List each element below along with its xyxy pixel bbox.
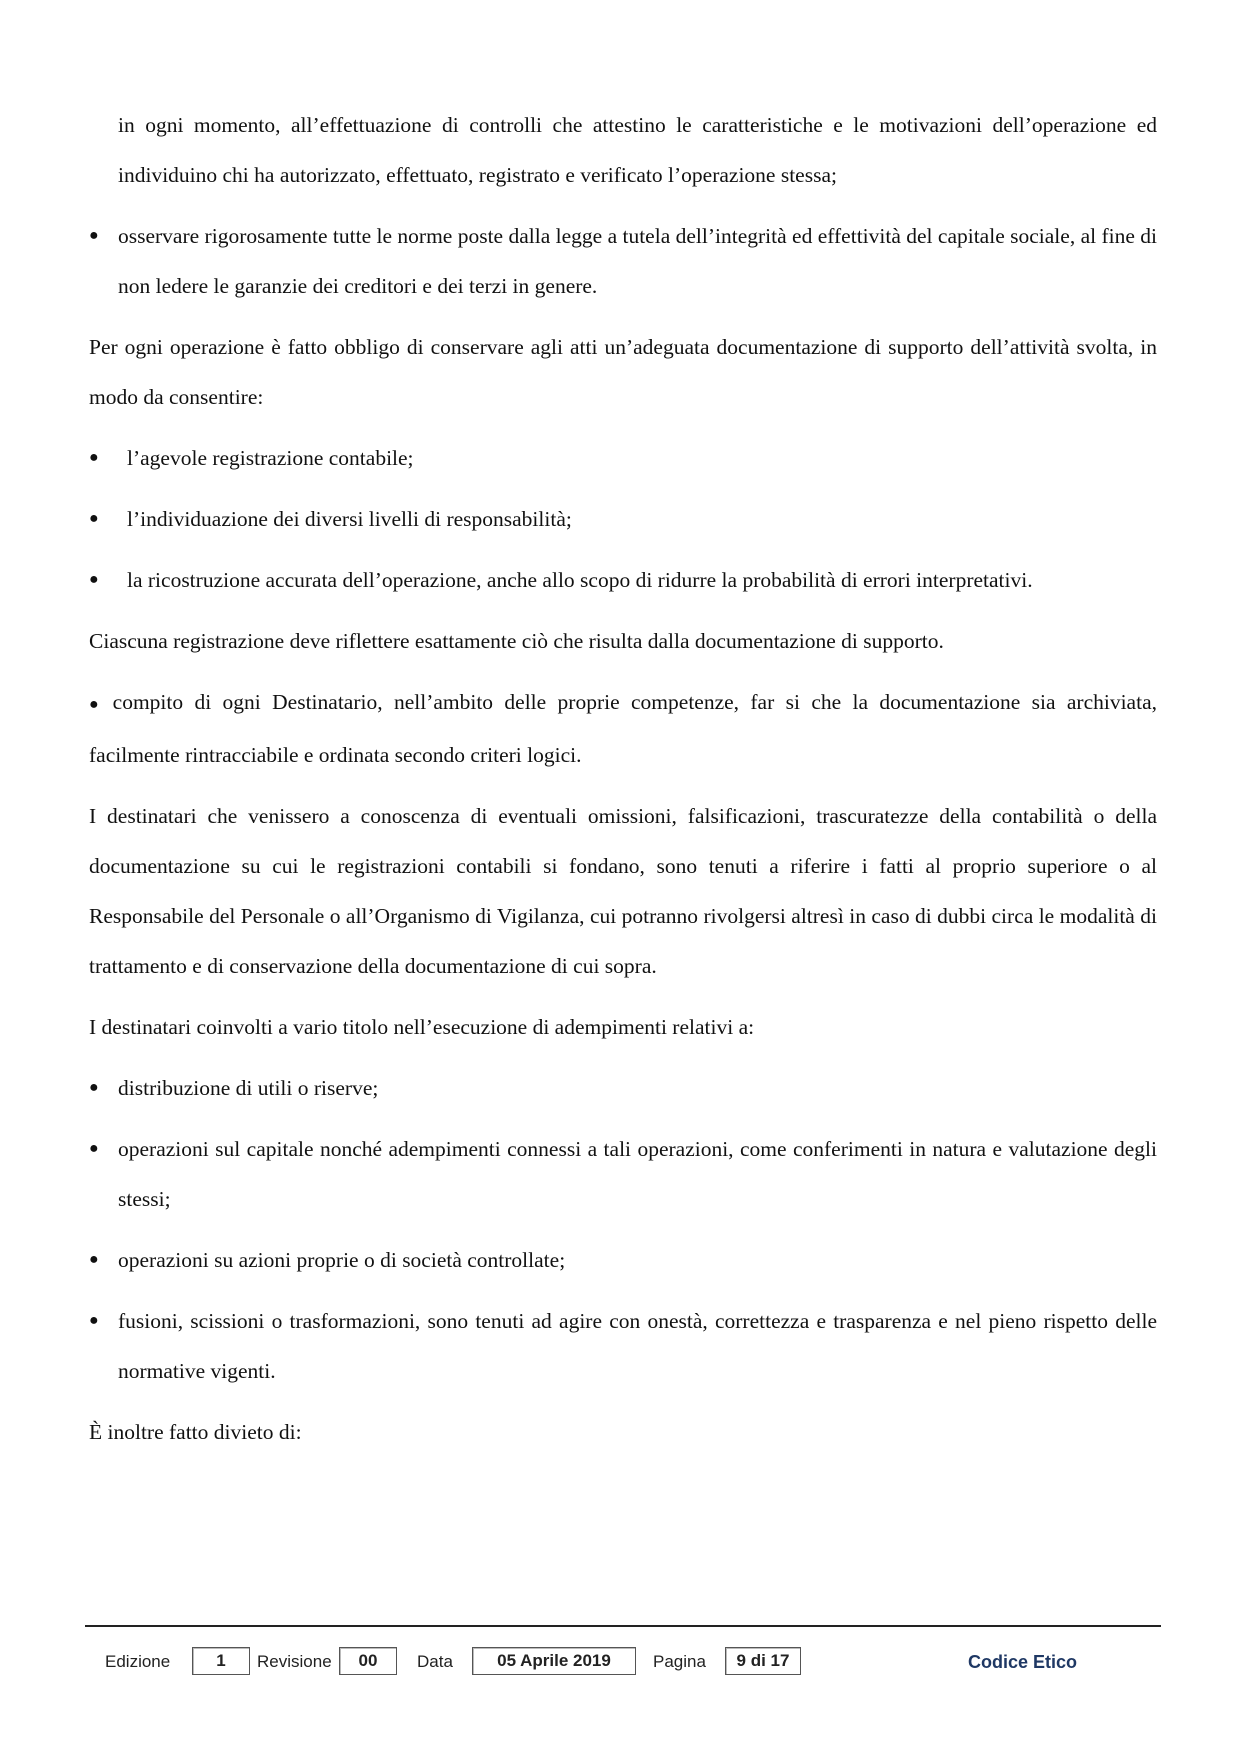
bullet-icon: ● bbox=[89, 449, 99, 466]
list-item-text: osservare rigorosamente tutte le norme poste dalla legge a tutela dell’integrità ed effettività del capitale sociale, al fine di non ledere le garanzie dei creditori e dei terzi in genere. bbox=[118, 224, 1157, 298]
list-item bbox=[89, 494, 1157, 544]
paragraph-continuation: in ogni momento, all’effettuazione di controlli che attestino le caratteristiche e le motivazioni dell’operazione ed individuino chi ha autorizzato, effettuato, registrato e verificato l’operazione stessa; bbox=[118, 113, 1157, 187]
data-value: 05 Aprile 2019 bbox=[472, 1647, 636, 1675]
bullet-icon: ● bbox=[89, 1079, 99, 1096]
bullet-icon: ● bbox=[89, 571, 99, 588]
list-item-text: operazioni su azioni proprie o di società controllate; bbox=[118, 1248, 566, 1272]
list-item-capitale-sociale bbox=[89, 211, 1157, 311]
paragraph-compito bbox=[89, 677, 1157, 780]
pagina-label: Pagina bbox=[653, 1652, 706, 1671]
bullet-icon: ● bbox=[89, 1312, 99, 1329]
pagina-value: 9 di 17 bbox=[725, 1647, 801, 1675]
list-item-text: operazioni sul capitale nonché adempimenti connessi a tali operazioni, come conferimenti in natura e valutazione degli stessi; bbox=[118, 1137, 1157, 1211]
list-item bbox=[89, 555, 1157, 605]
paragraph-divieto: È inoltre fatto divieto di: bbox=[89, 1420, 302, 1444]
bullet-icon: ● bbox=[89, 1251, 99, 1268]
bullet-icon: ● bbox=[89, 227, 99, 244]
list-item-text: distribuzione di utili o riserve; bbox=[118, 1076, 379, 1100]
paragraph-coinvolti: I destinatari coinvolti a vario titolo nell’esecuzione di adempimenti relativi a: bbox=[89, 1015, 755, 1039]
list-item bbox=[89, 433, 1157, 483]
edizione-label: Edizione bbox=[105, 1652, 171, 1671]
footer-divider bbox=[85, 1625, 1161, 1627]
revisione-value: 00 bbox=[339, 1647, 397, 1675]
list-item-text: la ricostruzione accurata dell’operazione, anche allo scopo di ridurre la probabilità di errori interpretativi. bbox=[127, 568, 1033, 592]
list-item-text: l’individuazione dei diversi livelli di responsabilità; bbox=[127, 507, 572, 531]
revisione-label: Revisione bbox=[257, 1652, 332, 1671]
bullet-icon: ● bbox=[89, 510, 99, 527]
paragraph-registrazione: Ciascuna registrazione deve riflettere esattamente ciò che risulta dalla documentazione di supporto. bbox=[89, 629, 944, 653]
paragraph-destinatari: I destinatari che venissero a conoscenza di eventuali omissioni, falsificazioni, trascuratezze della contabilità o della documentazione su cui le registrazioni contabili si fondano, sono tenuti a riferire i fatti al proprio superiore o al Responsabile del Personale o all’Organismo di Vigilanza, cui potranno rivolgersi altresì in caso di dubbi circa le modalità di trattamento e di conservazione della documentazione di cui sopra. bbox=[89, 804, 1157, 978]
paragraph-compito-text: compito di ogni Destinatario, nell’ambito delle proprie competenze, far si che la documentazione sia archiviata, facilmente rintracciabile e ordinata secondo criteri logici. bbox=[89, 690, 1157, 767]
paragraph-operazione: Per ogni operazione è fatto obbligo di conservare agli atti un’adeguata documentazione di supporto dell’attività svolta, in modo da consentire: bbox=[89, 335, 1157, 409]
list-item bbox=[89, 1124, 1157, 1224]
document-body bbox=[89, 100, 1157, 1468]
data-label: Data bbox=[417, 1652, 453, 1671]
document-title: Codice Etico bbox=[968, 1652, 1078, 1672]
list-item-text: fusioni, scissioni o trasformazioni, sono tenuti ad agire con onestà, correttezza e trasparenza e nel pieno rispetto delle normative vigenti. bbox=[118, 1309, 1157, 1383]
bullet-icon: ● bbox=[89, 696, 105, 713]
list-item bbox=[89, 1235, 1157, 1285]
bullet-icon: ● bbox=[89, 1140, 99, 1157]
list-item bbox=[89, 1063, 1157, 1113]
edizione-value: 1 bbox=[192, 1647, 250, 1675]
list-item-text: l’agevole registrazione contabile; bbox=[127, 446, 414, 470]
list-item bbox=[89, 1296, 1157, 1396]
